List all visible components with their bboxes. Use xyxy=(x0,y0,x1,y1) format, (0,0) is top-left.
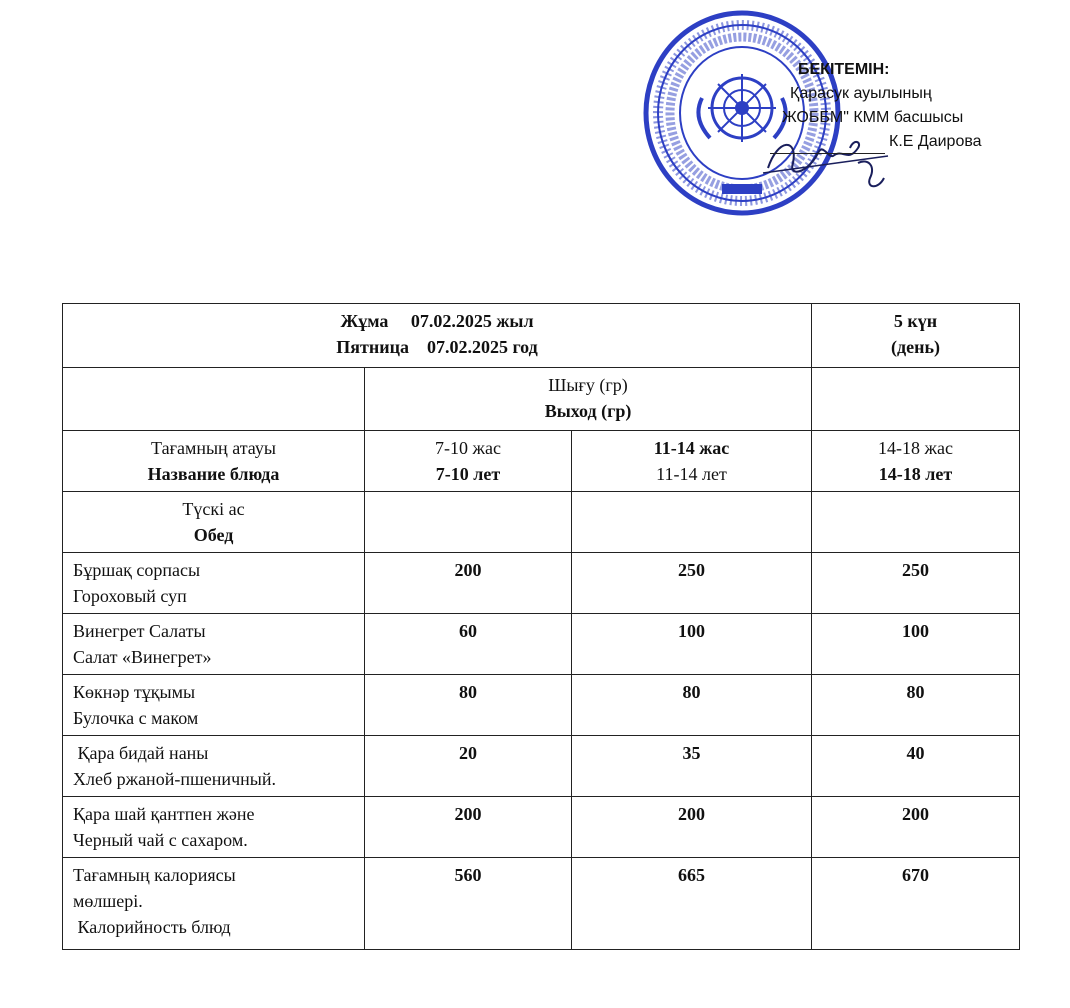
value-age3: 40 xyxy=(812,736,1020,797)
day-kz: Жұма 07.02.2025 жыл xyxy=(340,311,534,331)
meal-ru: Обед xyxy=(193,525,234,545)
dish-name-kz: Бұршақ сорпасы xyxy=(73,560,201,580)
age2-ru: 11-14 лет xyxy=(656,464,727,484)
calorie-age3: 670 xyxy=(812,858,1020,950)
value-age3: 100 xyxy=(812,614,1020,675)
approval-line-2: ЖОББМ" КММ басшысы xyxy=(782,109,964,126)
header-row-day xyxy=(63,304,1020,368)
day-num-kz: 5 күн xyxy=(893,311,938,331)
value-age2: 250 xyxy=(572,553,812,614)
approval-header: БЕКІТЕМІН: xyxy=(798,61,890,78)
age2-header xyxy=(572,431,812,492)
value-age3: 80 xyxy=(812,675,1020,736)
value-age2: 200 xyxy=(572,797,812,858)
calorie-ru: Калорийность блюд xyxy=(73,917,231,937)
dish-name xyxy=(63,553,365,614)
day-ru: Пятница 07.02.2025 год xyxy=(336,337,538,357)
output-cell xyxy=(365,368,812,431)
empty-cell xyxy=(572,492,812,553)
calorie-kz-1: Тағамның калориясы xyxy=(73,865,236,885)
dish-name xyxy=(63,614,365,675)
dish-name-ru: Гороховый суп xyxy=(73,586,187,606)
dish-name-kz: Қара шай қантпен және xyxy=(73,804,255,824)
table-row xyxy=(63,736,1020,797)
meal-cell xyxy=(63,492,365,553)
age1-kz: 7-10 жас xyxy=(435,438,501,458)
col-name-kz: Тағамның атауы xyxy=(151,438,276,458)
value-age1: 200 xyxy=(365,797,572,858)
age3-ru: 14-18 лет xyxy=(878,464,953,484)
dish-name-ru: Черный чай с сахаром. xyxy=(73,830,248,850)
dish-name-ru: Булочка с маком xyxy=(73,708,199,728)
dish-name-ru: Хлеб ржаной-пшеничный. xyxy=(73,769,276,789)
age3-header xyxy=(812,431,1020,492)
dish-name-kz: Көкнәр тұқымы xyxy=(73,682,196,702)
signer-line xyxy=(770,130,982,154)
table-row xyxy=(63,675,1020,736)
day-num-ru: (день) xyxy=(891,337,940,357)
value-age1: 80 xyxy=(365,675,572,736)
menu-table xyxy=(62,303,1020,950)
meal-row xyxy=(63,492,1020,553)
value-age3: 200 xyxy=(812,797,1020,858)
meal-kz: Түскі ас xyxy=(182,499,245,519)
approval-line-1: Қарасук ауылының xyxy=(790,85,932,102)
age3-kz: 14-18 жас xyxy=(878,438,953,458)
calorie-age1: 560 xyxy=(365,858,572,950)
age2-kz: 11-14 жас xyxy=(653,438,730,458)
value-age3: 250 xyxy=(812,553,1020,614)
day-cell xyxy=(63,304,812,368)
dish-name xyxy=(63,736,365,797)
age1-ru: 7-10 лет xyxy=(435,464,501,484)
dish-name-kz: Винегрет Салаты xyxy=(73,621,206,641)
table-row xyxy=(63,553,1020,614)
value-age1: 200 xyxy=(365,553,572,614)
header-row-columns xyxy=(63,431,1020,492)
value-age2: 35 xyxy=(572,736,812,797)
signer-name: К.Е Даирова xyxy=(889,133,982,150)
table-row xyxy=(63,614,1020,675)
value-age1: 60 xyxy=(365,614,572,675)
approval-text xyxy=(770,58,982,154)
output-kz: Шығу (гр) xyxy=(548,375,628,395)
col-name-ru: Название блюда xyxy=(147,464,280,484)
calorie-kz-2: мөлшері. xyxy=(73,891,143,911)
empty-cell xyxy=(812,368,1020,431)
dish-name-ru: Салат «Винегрет» xyxy=(73,647,212,667)
value-age1: 20 xyxy=(365,736,572,797)
value-age2: 80 xyxy=(572,675,812,736)
dish-name-kz: Қара бидай наны xyxy=(73,743,209,763)
dish-name xyxy=(63,675,365,736)
value-age2: 100 xyxy=(572,614,812,675)
approval-block xyxy=(640,8,1060,223)
age1-header xyxy=(365,431,572,492)
empty-cell xyxy=(63,368,365,431)
col-name-header xyxy=(63,431,365,492)
header-row-output xyxy=(63,368,1020,431)
calorie-age2: 665 xyxy=(572,858,812,950)
empty-cell xyxy=(365,492,572,553)
calorie-label xyxy=(63,858,365,950)
signature-underline xyxy=(770,135,885,154)
output-ru: Выход (гр) xyxy=(544,401,632,421)
empty-cell xyxy=(812,492,1020,553)
calorie-row xyxy=(63,858,1020,950)
table-row xyxy=(63,797,1020,858)
day-number-cell xyxy=(812,304,1020,368)
dish-name xyxy=(63,797,365,858)
